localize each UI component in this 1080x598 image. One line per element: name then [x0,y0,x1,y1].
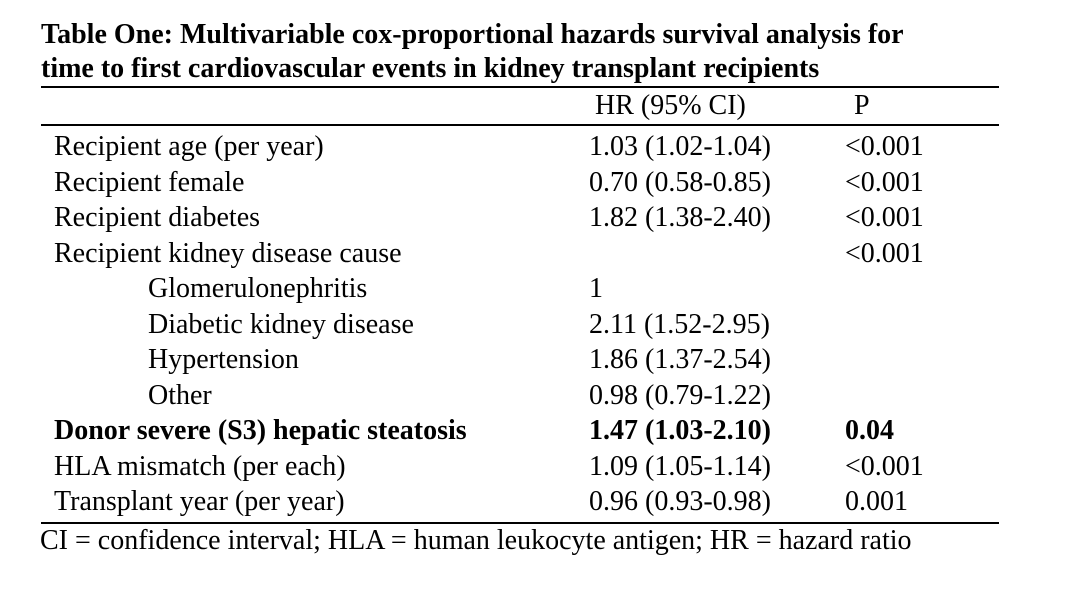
results-table [41,18,999,558]
table-row [41,484,999,520]
row-hr: 0.70 (0.58-0.85) [589,166,771,198]
row-hr: 1.86 (1.37-2.54) [589,344,771,375]
table-row [41,449,999,485]
row-label: Recipient diabetes [54,202,261,233]
table-row-subitem [41,378,999,414]
row-p: <0.001 [845,450,924,482]
table-header [41,88,999,124]
row-hr: 0.98 (0.79-1.22) [589,379,771,411]
row-label: Donor severe (S3) hepatic steatosis [54,415,467,446]
table-caption [41,18,999,86]
table-row [41,236,999,272]
row-hr: 1.82 (1.38-2.40) [589,202,771,233]
header-p: P [854,90,870,121]
table-row-subitem [41,271,999,307]
row-label: Transplant year (per year) [54,486,345,517]
row-p: <0.001 [845,202,924,233]
row-p: <0.001 [845,166,924,198]
caption-line-1: Table One: Multivariable cox-proportional hazards survival analysis for [41,19,904,50]
table-row [41,200,999,236]
table-row-highlighted [41,413,999,449]
row-p: 0.001 [845,486,908,517]
row-p: <0.001 [845,237,924,269]
table-row-subitem [41,307,999,343]
row-p: <0.001 [845,131,924,162]
table-row [41,165,999,201]
row-label: Hypertension [148,344,299,375]
row-label: Recipient kidney disease cause [54,237,402,269]
row-hr: 1 [589,273,603,304]
table-row [41,129,999,165]
table-body [41,126,999,522]
row-hr: 1.09 (1.05-1.14) [589,450,771,482]
row-label: Recipient female [54,166,245,198]
row-label: Recipient age (per year) [54,131,324,162]
caption-line-2: time to first cardiovascular events in kidney transplant recipients [41,53,820,84]
row-hr: 2.11 (1.52-2.95) [589,308,770,340]
row-label: Diabetic kidney disease [148,308,414,340]
row-hr: 0.96 (0.93-0.98) [589,486,771,517]
row-hr: 1.03 (1.02-1.04) [589,131,771,162]
row-label: HLA mismatch (per each) [54,450,346,482]
row-label: Other [148,379,212,411]
row-hr: 1.47 (1.03-2.10) [589,415,771,446]
table-row-subitem [41,342,999,378]
row-label: Glomerulonephritis [148,273,368,304]
row-p: 0.04 [845,415,894,446]
table-footnote: CI = confidence interval; HLA = human leukocyte antigen; HR = hazard ratio [40,524,912,556]
header-hr: HR (95% CI) [595,90,746,121]
